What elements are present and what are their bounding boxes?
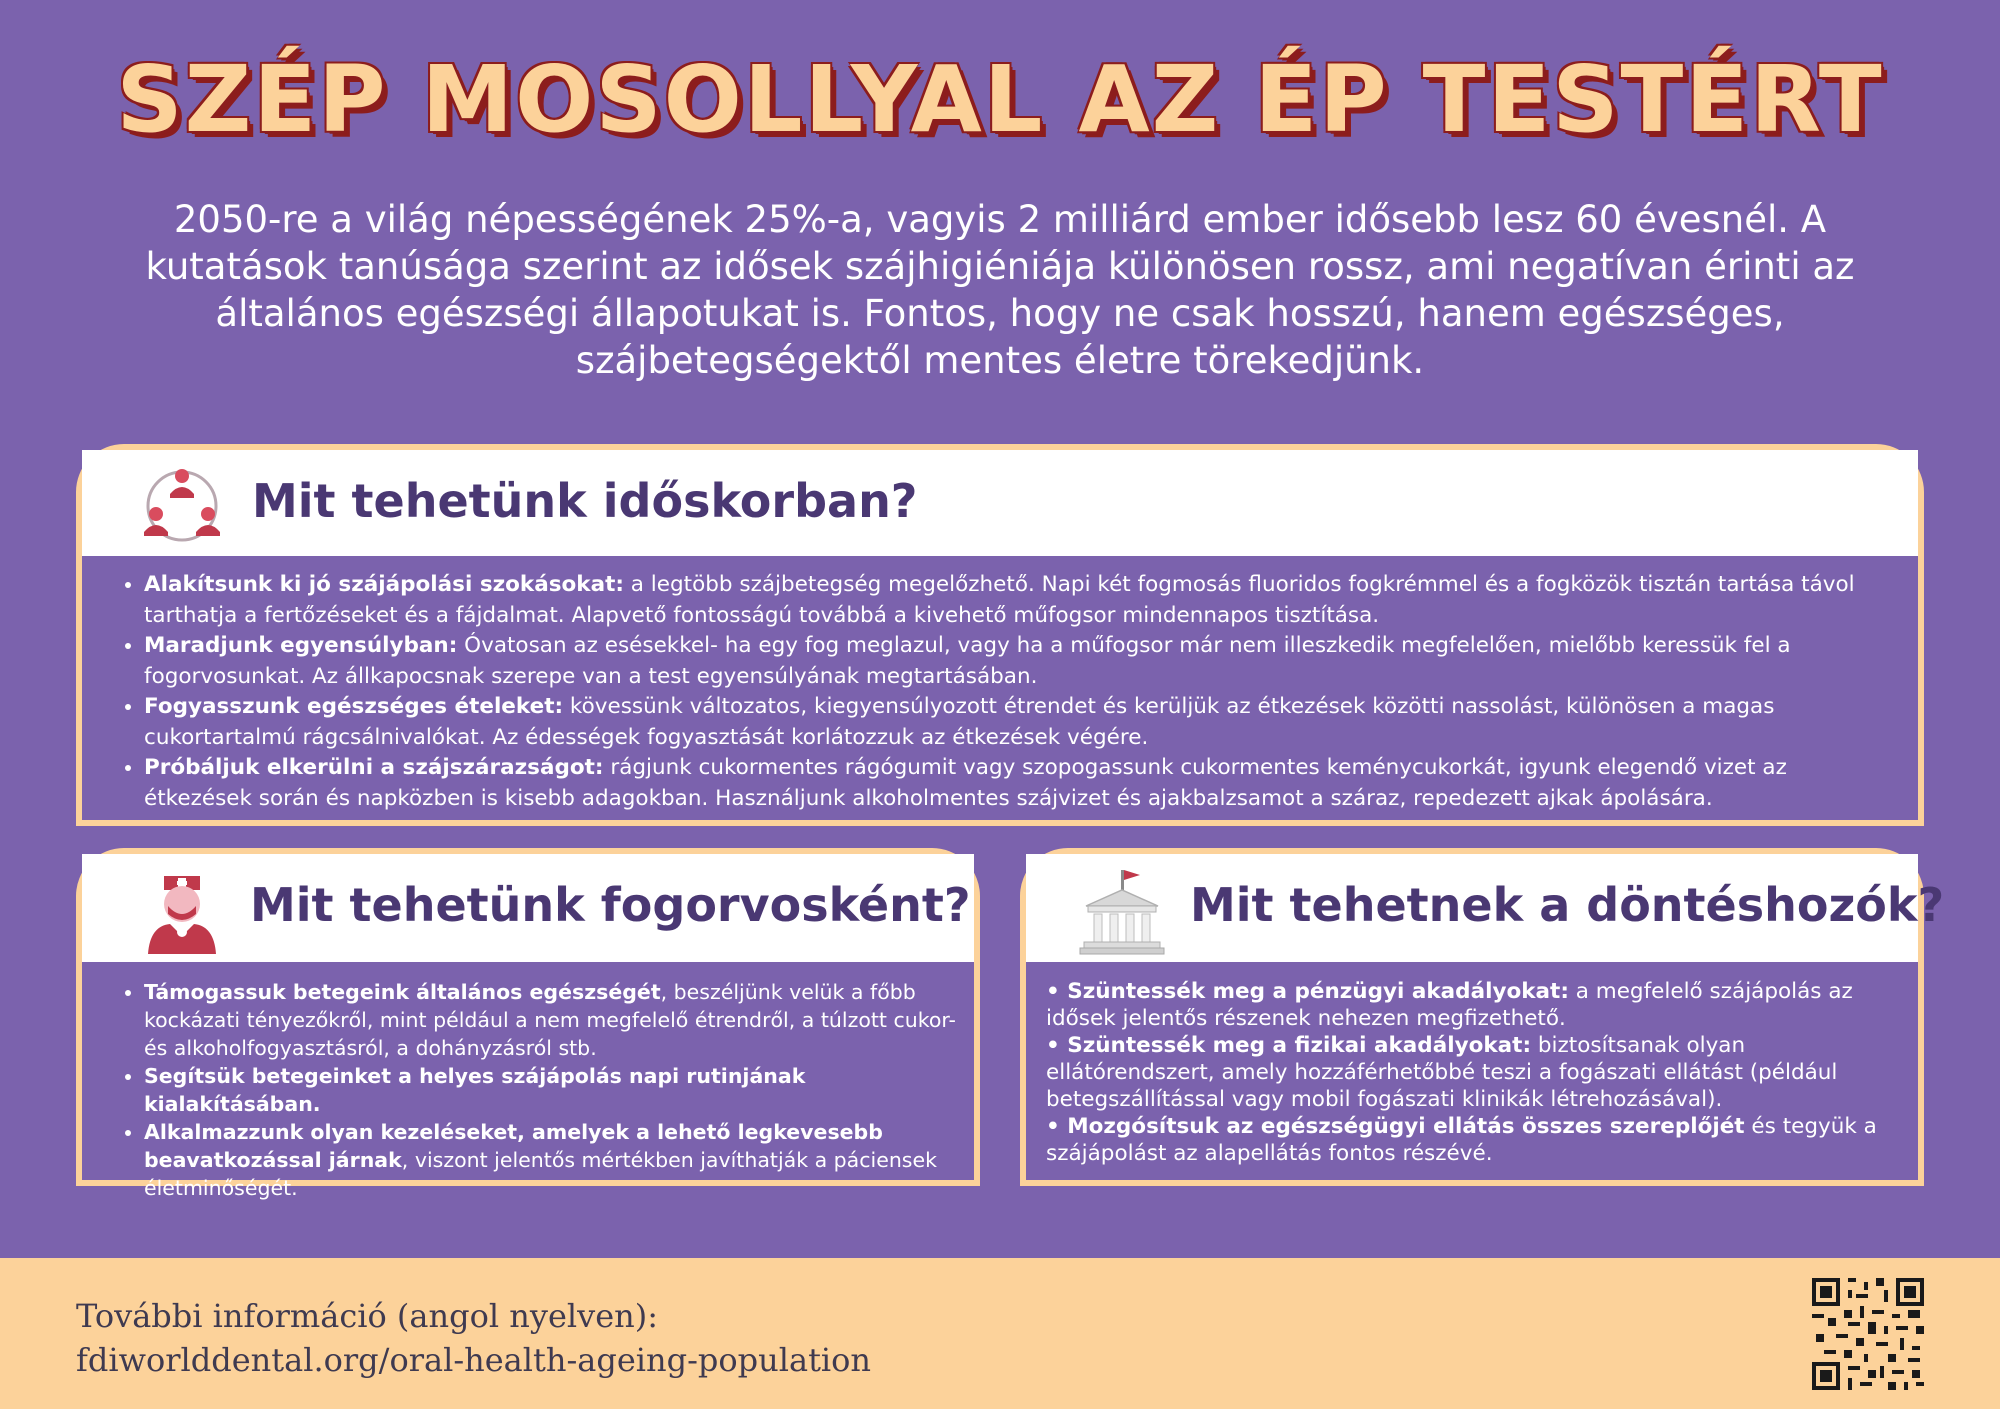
footer-info-label: További információ (angol nyelven): <box>76 1297 658 1335</box>
section-elderly-header <box>82 450 1918 556</box>
section-dentist <box>76 848 980 1200</box>
section-elderly <box>76 444 1924 826</box>
intro-text: 2050-re a világ népességének 25%-a, vagyis 2 milliárd ember idősebb lesz 60 évesnél. A kutatások tanúsága szerint az idősek szájhigiéniája különösen rossz, ami negatívan érinti az általános egészségi állapotukat is. Fontos, hogy ne csak hosszú, hanem egészséges, szájbetegségektől mentes életre törekedjünk. <box>145 198 1855 382</box>
government-building-icon <box>1078 866 1166 956</box>
list-item: • Támogassuk betegeink általános egészségét, beszéljünk velük a főbb kockázati tényezőkről, mint például a nem megfelelő étrendről, a túlzott cukor- és alkoholfogyasztásról, a dohányzásról stb. <box>144 978 958 1062</box>
list-item: • Próbáljuk elkerülni a szájszárazságot: rágjunk cukormentes rágógumit vagy szopogassunk cukormentes keménycukorkát, igyunk elegendő vizet az étkezések során és napközben is kisebb adagokban. Használjunk alkoholmentes szájvizet és ajakbalzsamot a száraz, repedezett ajkak ápolására. <box>144 753 1888 814</box>
list-item: • Szüntessék meg a fizikai akadályokat: biztosítsanak olyan ellátórendszert, amely hozzáférhetőbbé teszi a fogászati ellátást (például betegszállítással vagy mobil fogászati klinikák létrehozásával). <box>1046 1033 1838 1112</box>
list-item: • Segítsük betegeinket a helyes szájápolás napi rutinjának kialakításában. <box>144 1062 958 1118</box>
section-policy-header <box>1026 854 1945 962</box>
people-network-icon <box>140 464 224 548</box>
list-item: • Alkalmazzunk olyan kezeléseket, amelyek a lehető legkevesebb beavatkozással járnak, viszont jelentős mértékben javíthatják a páciensek életminőségét. <box>144 1118 958 1202</box>
section-dentist-header <box>82 854 974 962</box>
list-item: • Szüntessék meg a pénzügyi akadályokat: a megfelelő szájápolás az idősek jelentős részenek nehezen megfizethető. <box>1046 979 1853 1031</box>
qr-code-icon <box>1812 1278 1924 1390</box>
section-policy-heading: Mit tehetnek a döntéshozók? <box>1190 878 1945 932</box>
list-item: • Maradjunk egyensúlyban: Óvatosan az esésekkel- ha egy fog meglazul, vagy ha a műfogsor már nem illeszkedik megfelelően, mielőbb keressük fel a fogorvosunkat. Az állkapocsnak szerepe van a test egyensúlyának megtartásában. <box>144 631 1888 692</box>
footer-link[interactable]: fdiworlddental.org/oral-health-ageing-population <box>76 1341 872 1379</box>
section-policy <box>1020 848 1945 1186</box>
list-item: • Fogyasszunk egészséges ételeket: kövessünk változatos, kiegyensúlyozott étrendet és kerüljük az étkezések közötti nassolást, különösen a magas cukortartalmú rágcsálnivalókat. Az édességek fogyasztását korlátozzuk az étkezések végére. <box>144 692 1888 753</box>
list-item: • Mozgósítsuk az egészségügyi ellátás összes szereplőjét és tegyük a szájápolást az alapellátás fontos részévé. <box>1046 1114 1877 1166</box>
section-dentist-heading: Mit tehetünk fogorvosként? <box>250 878 971 932</box>
section-elderly-body <box>82 556 1918 814</box>
section-dentist-body <box>82 962 974 1202</box>
doctor-icon <box>142 870 222 954</box>
section-elderly-heading: Mit tehetünk időskorban? <box>252 474 918 528</box>
section-elderly-list <box>82 570 1918 814</box>
section-policy-body <box>1026 962 1918 1167</box>
footer <box>0 1258 2000 1409</box>
page-title: SZÉP MOSOLLYAL AZ ÉP TESTÉRT <box>116 46 1884 153</box>
list-item: • Alakítsunk ki jó szájápolási szokásokat: a legtöbb szájbetegség megelőzhető. Napi két fogmosás fluoridos fogkrémmel és a fogközök tisztán tartása távol tarthatja a fertőzéseket és a fájdalmat. Alapvető fontosságú továbbá a kivehető műfogsor mindennapos tisztítása. <box>144 570 1888 631</box>
section-dentist-list <box>82 978 974 1202</box>
footer-text <box>76 1294 871 1382</box>
